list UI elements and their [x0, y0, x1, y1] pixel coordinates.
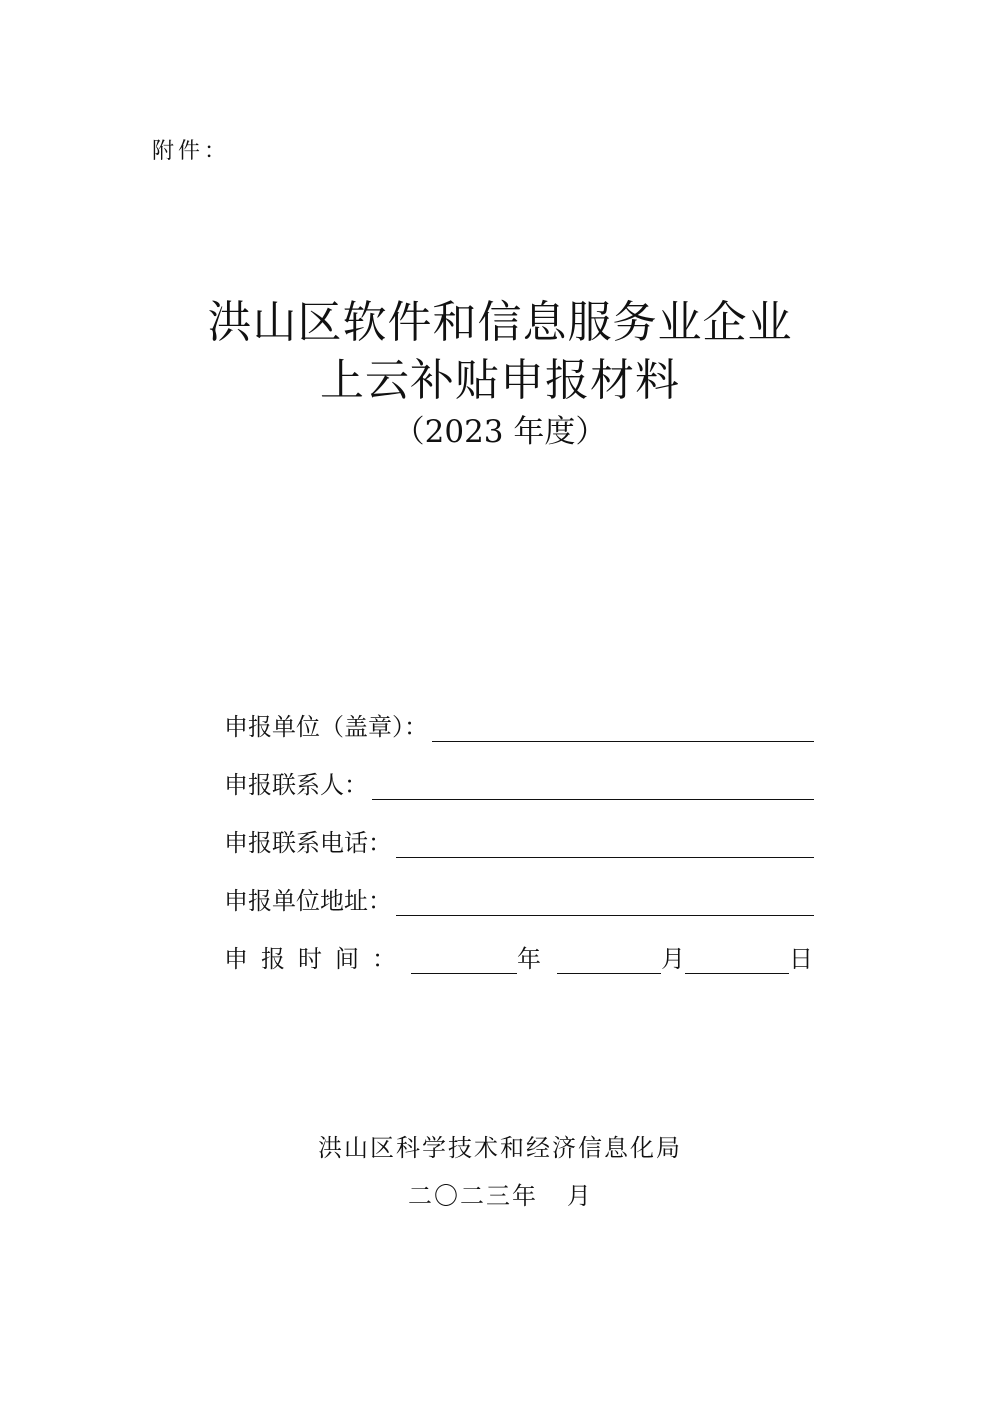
year-fill-line[interactable]	[411, 947, 517, 974]
unit-fill-line[interactable]	[432, 715, 814, 742]
form-row-contact	[224, 766, 814, 800]
month-fill-line[interactable]	[557, 947, 661, 974]
document-title-line1: 洪山区软件和信息服务业企业	[207, 297, 793, 348]
day-unit: 日	[789, 945, 813, 973]
issuing-organization: 洪山区科学技术和经济信息化局	[318, 1134, 682, 1162]
year-unit: 年	[517, 945, 541, 973]
document-title-line2: 上云补贴申报材料	[320, 355, 680, 406]
time-label: 申报时间：	[224, 945, 409, 973]
contact-label: 申报联系人：	[224, 771, 368, 799]
form-row-time	[224, 940, 814, 974]
form-row-phone	[224, 824, 814, 858]
form-row-address	[224, 882, 814, 916]
contact-fill-line[interactable]	[372, 773, 814, 800]
phone-label: 申报联系电话：	[224, 829, 392, 857]
form-row-unit	[224, 708, 814, 742]
month-unit: 月	[661, 945, 685, 973]
address-label: 申报单位地址：	[224, 887, 392, 915]
day-fill-line[interactable]	[685, 947, 789, 974]
address-fill-line[interactable]	[396, 889, 814, 916]
attachment-label: 附件：	[152, 139, 231, 164]
phone-fill-line[interactable]	[396, 831, 814, 858]
document-year: （2023 年度）	[393, 414, 607, 450]
issue-date: 二〇二三年 月	[408, 1182, 593, 1210]
unit-label: 申报单位（盖章）：	[224, 713, 428, 741]
